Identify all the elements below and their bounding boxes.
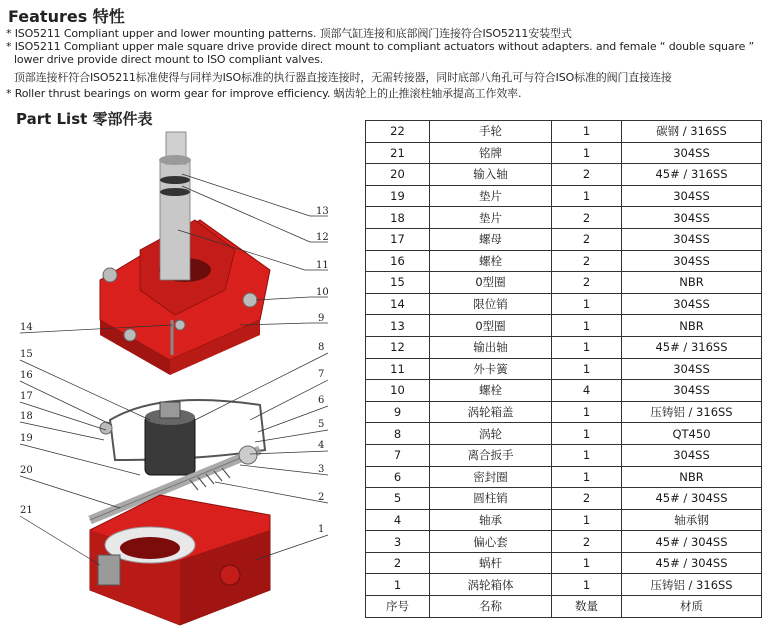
cell-name: 轴承	[430, 509, 552, 531]
callout-3: 3	[318, 464, 325, 475]
cell-name: 限位销	[430, 293, 552, 315]
callout-21: 21	[20, 505, 33, 516]
table-row	[366, 142, 762, 164]
cell-name: 铭牌	[430, 142, 552, 164]
callout-18: 18	[20, 411, 33, 422]
cell-material: NBR	[622, 315, 762, 337]
table-row	[366, 164, 762, 186]
cell-name: 涡轮箱盖	[430, 401, 552, 423]
cell-name: 外卡簧	[430, 358, 552, 380]
cell-qty: 1	[552, 509, 622, 531]
callout-14: 14	[20, 322, 33, 333]
cell-material: 304SS	[622, 142, 762, 164]
callout-15: 15	[20, 349, 33, 360]
feature-line-2: * ISO5211 Compliant upper male square drive provide direct mount to compliant actuators without adapters. and female “ double square ”	[6, 40, 755, 53]
table-row	[366, 401, 762, 423]
cell-qty: 1	[552, 293, 622, 315]
table-row	[366, 466, 762, 488]
feature-line-3: lower drive provide direct mount to ISO compliant valves.	[14, 53, 324, 66]
cell-qty: 2	[552, 207, 622, 229]
cell-material: 45# / 316SS	[622, 164, 762, 186]
header-name: 名称	[430, 596, 552, 618]
callout-4: 4	[318, 440, 325, 451]
cell-qty: 1	[552, 336, 622, 358]
feature-line-5: * Roller thrust bearings on worm gear for improve efficiency. 蜗齿轮上的止推滚柱轴承提高工作效率.	[6, 87, 522, 100]
cell-no: 8	[366, 423, 430, 445]
table-row	[366, 444, 762, 466]
cell-qty: 1	[552, 401, 622, 423]
cell-material: 45# / 304SS	[622, 531, 762, 553]
cell-material: 45# / 304SS	[622, 552, 762, 574]
cell-material: 304SS	[622, 207, 762, 229]
callout-13: 13	[316, 206, 329, 217]
cell-qty: 1	[552, 185, 622, 207]
cell-no: 17	[366, 228, 430, 250]
cell-no: 1	[366, 574, 430, 596]
callout-2: 2	[318, 492, 325, 503]
top-cover-assembly	[100, 132, 270, 375]
cell-no: 18	[366, 207, 430, 229]
cell-name: 0型圈	[430, 272, 552, 294]
cell-qty: 1	[552, 121, 622, 143]
cell-name: 垫片	[430, 185, 552, 207]
callout-5: 5	[318, 419, 325, 430]
table-row	[366, 293, 762, 315]
cell-name: 涡轮箱体	[430, 574, 552, 596]
cell-qty: 1	[552, 466, 622, 488]
cell-name: 输出轴	[430, 336, 552, 358]
cell-name: 密封圈	[430, 466, 552, 488]
cell-material: 304SS	[622, 293, 762, 315]
cell-material: 304SS	[622, 444, 762, 466]
cell-qty: 2	[552, 164, 622, 186]
cell-material: 压铸铝 / 316SS	[622, 401, 762, 423]
housing-body	[90, 495, 270, 625]
table-row	[366, 315, 762, 337]
cell-no: 22	[366, 121, 430, 143]
cell-qty: 1	[552, 423, 622, 445]
table-row	[366, 509, 762, 531]
table-row	[366, 531, 762, 553]
cell-name: 蜗杆	[430, 552, 552, 574]
callout-11: 11	[316, 260, 329, 271]
cell-name: 圆柱销	[430, 488, 552, 510]
cell-name: 螺栓	[430, 380, 552, 402]
cell-no: 21	[366, 142, 430, 164]
callout-8: 8	[318, 342, 325, 353]
feature-line-4: 顶部连接杆符合ISO5211标准使得与同样为ISO标准的执行器直接连接时，无需转接器，同时底部八角孔可与符合ISO标准的阀门直接连接	[14, 71, 672, 84]
cell-name: 螺栓	[430, 250, 552, 272]
cell-material: 304SS	[622, 380, 762, 402]
cell-no: 12	[366, 336, 430, 358]
table-row	[366, 121, 762, 143]
table-row	[366, 228, 762, 250]
cell-no: 19	[366, 185, 430, 207]
cell-material: 304SS	[622, 358, 762, 380]
cell-qty: 2	[552, 272, 622, 294]
callout-7: 7	[318, 369, 325, 380]
cell-material: 碳钢 / 316SS	[622, 121, 762, 143]
cell-material: 45# / 304SS	[622, 488, 762, 510]
table-row	[366, 207, 762, 229]
cell-material: 304SS	[622, 250, 762, 272]
cell-qty: 2	[552, 250, 622, 272]
cell-material: 压铸铝 / 316SS	[622, 574, 762, 596]
cell-name: 垫片	[430, 207, 552, 229]
table-row	[366, 380, 762, 402]
header-qty: 数量	[552, 596, 622, 618]
cell-material: NBR	[622, 466, 762, 488]
cell-name: 手轮	[430, 121, 552, 143]
table-row	[366, 358, 762, 380]
cell-material: QT450	[622, 423, 762, 445]
feature-line-1: * ISO5211 Compliant upper and lower mounting patterns. 顶部气缸连接和底部阀门连接符合ISO5211安装型式	[6, 27, 572, 40]
callout-9: 9	[318, 313, 325, 324]
table-row	[366, 552, 762, 574]
table-row	[366, 272, 762, 294]
cell-no: 11	[366, 358, 430, 380]
cell-name: 输入轴	[430, 164, 552, 186]
nameplate	[98, 555, 120, 585]
cell-qty: 1	[552, 315, 622, 337]
cell-qty: 2	[552, 488, 622, 510]
table-row	[366, 185, 762, 207]
cell-material: 304SS	[622, 228, 762, 250]
features-title: Features 特性	[8, 7, 125, 26]
callout-20: 20	[20, 465, 33, 476]
cell-name: 0型圈	[430, 315, 552, 337]
callout-19: 19	[20, 433, 33, 444]
cell-no: 10	[366, 380, 430, 402]
cell-no: 5	[366, 488, 430, 510]
header-no: 序号	[366, 596, 430, 618]
cell-no: 2	[366, 552, 430, 574]
table-row	[366, 336, 762, 358]
callout-12: 12	[316, 232, 329, 243]
cell-name: 离合扳手	[430, 444, 552, 466]
cell-name: 偏心套	[430, 531, 552, 553]
cell-material: 轴承钢	[622, 509, 762, 531]
callout-6: 6	[318, 395, 325, 406]
cell-no: 16	[366, 250, 430, 272]
callout-1: 1	[318, 524, 325, 535]
header-material: 材质	[622, 596, 762, 618]
cell-qty: 4	[552, 380, 622, 402]
cell-no: 7	[366, 444, 430, 466]
exploded-assembly-drawing	[0, 120, 360, 640]
cell-material: 45# / 316SS	[622, 336, 762, 358]
cell-qty: 1	[552, 574, 622, 596]
cell-no: 3	[366, 531, 430, 553]
cell-qty: 2	[552, 531, 622, 553]
cell-no: 14	[366, 293, 430, 315]
cell-material: NBR	[622, 272, 762, 294]
cell-no: 4	[366, 509, 430, 531]
callout-17: 17	[20, 391, 33, 402]
cell-no: 20	[366, 164, 430, 186]
table-row	[366, 488, 762, 510]
cell-name: 涡轮	[430, 423, 552, 445]
table-row	[366, 423, 762, 445]
cell-qty: 1	[552, 444, 622, 466]
cell-no: 9	[366, 401, 430, 423]
parts-table	[365, 120, 762, 618]
cell-material: 304SS	[622, 185, 762, 207]
table-row	[366, 250, 762, 272]
cell-no: 6	[366, 466, 430, 488]
callout-10: 10	[316, 287, 329, 298]
cell-name: 螺母	[430, 228, 552, 250]
cell-qty: 1	[552, 552, 622, 574]
cell-qty: 1	[552, 142, 622, 164]
callout-16: 16	[20, 370, 33, 381]
table-row	[366, 574, 762, 596]
cell-no: 13	[366, 315, 430, 337]
table-header-row	[366, 596, 762, 618]
cell-qty: 2	[552, 228, 622, 250]
cell-qty: 1	[552, 358, 622, 380]
part-list-title: Part List 零部件表	[16, 110, 153, 128]
cell-no: 15	[366, 272, 430, 294]
